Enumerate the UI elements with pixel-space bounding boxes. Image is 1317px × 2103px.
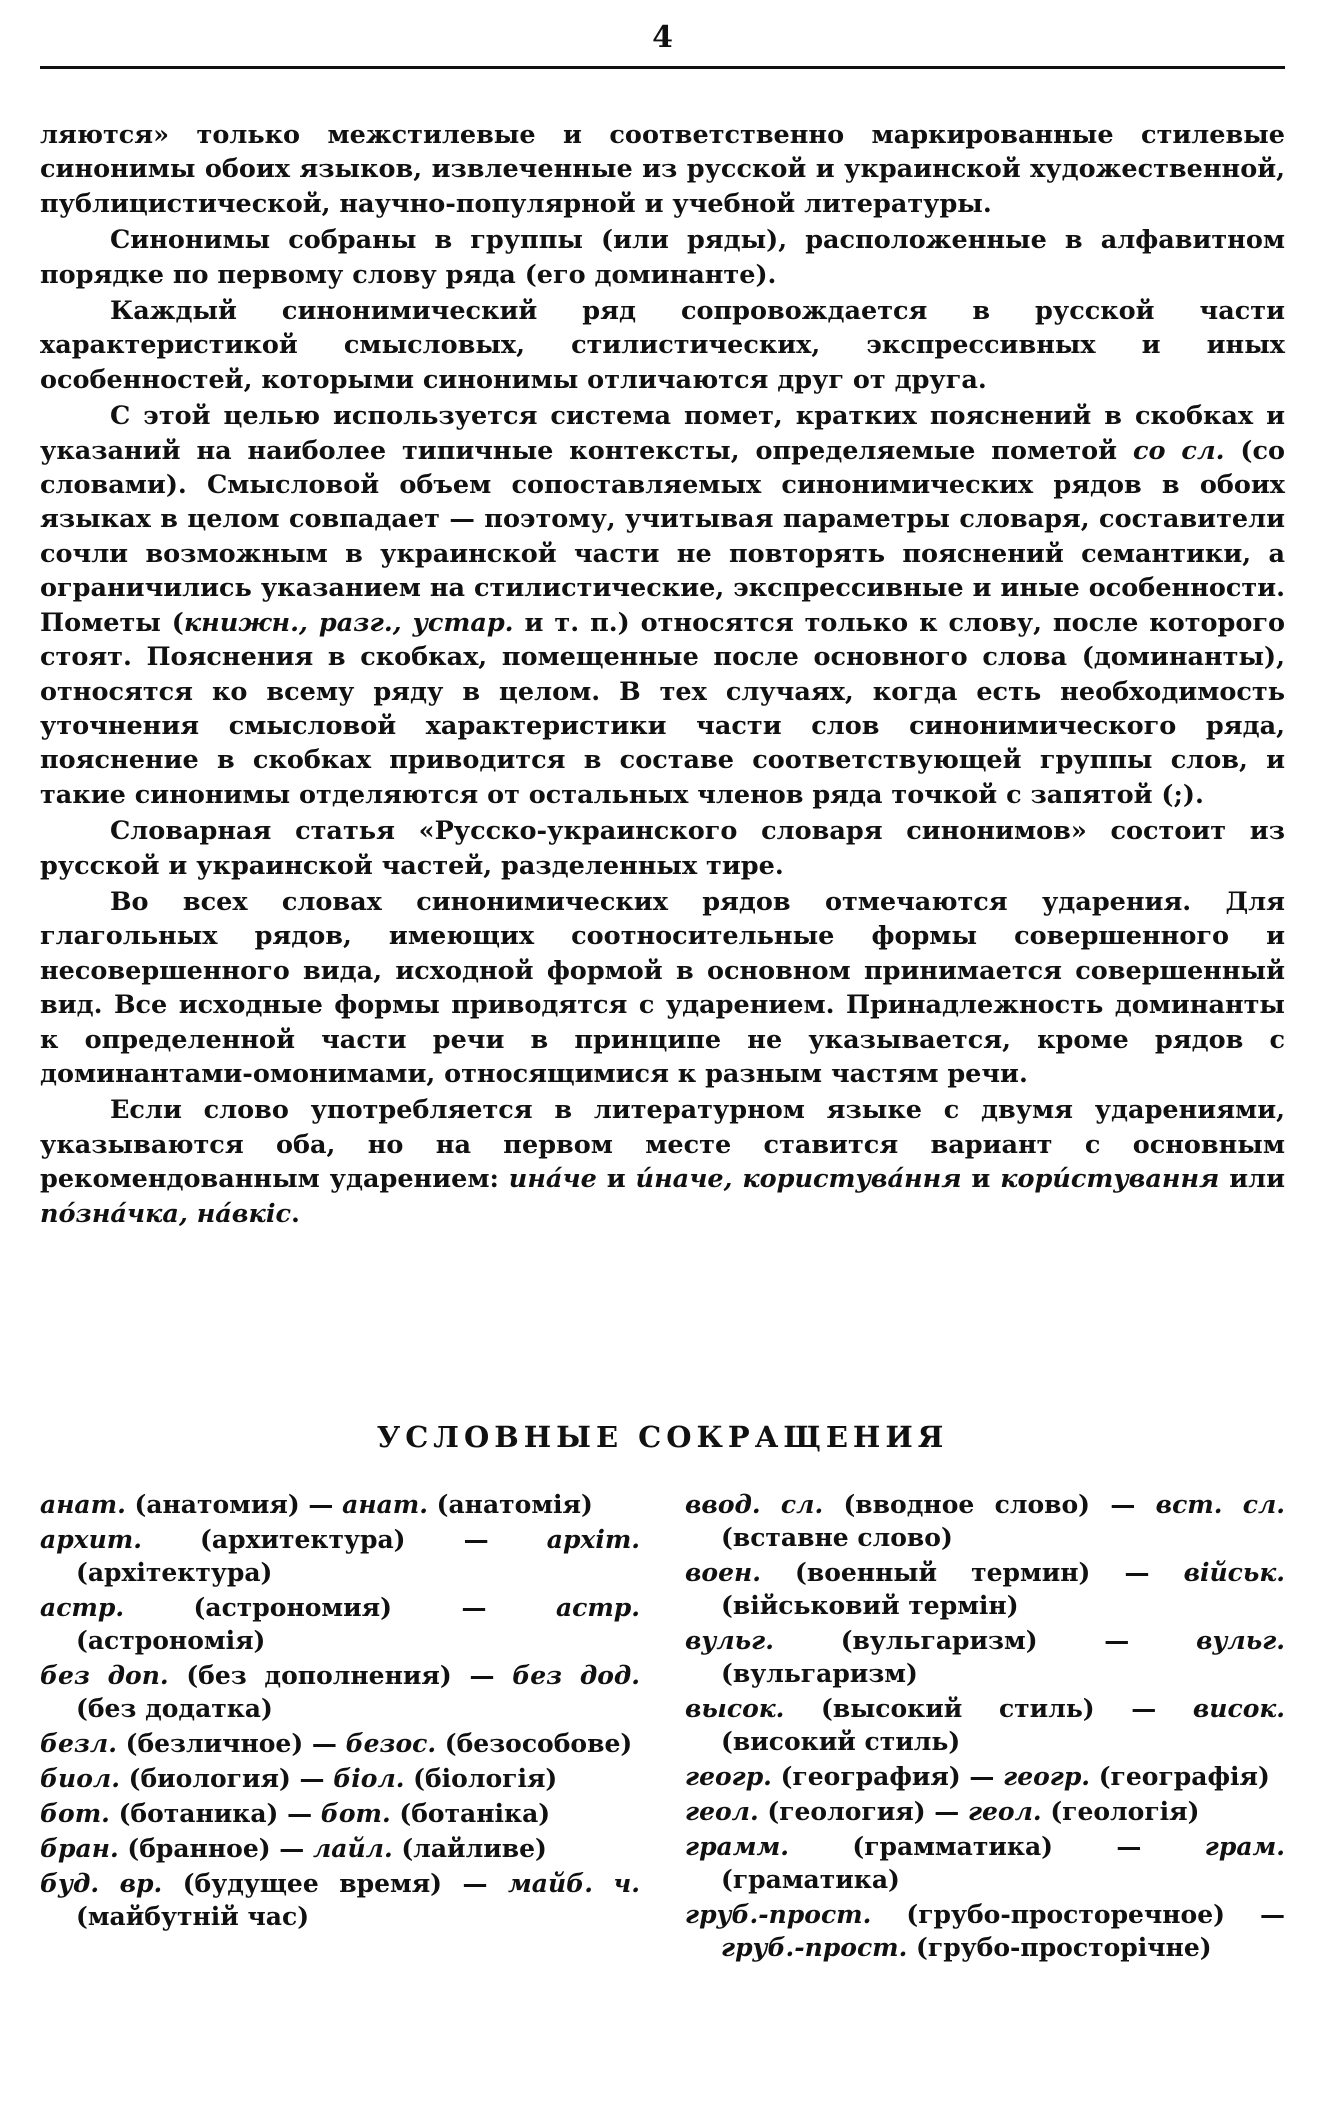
abbreviation: геол. <box>685 1797 759 1826</box>
text-run: (со словами). Смысловой объем сопоставляемых синонимических рядов в обоих языках в целом совпадает — поэтому, учитывая параметры словаря, составители сочли возможным в украинской части не повторять пояснений семантики, а ограничились указанием на стилистические, экспрессивные и иные особенности. Пометы ( <box>40 435 1286 638</box>
abbreviation: без доп. <box>40 1661 169 1690</box>
abbreviation-text: (геология) — <box>758 1797 968 1826</box>
abbreviation: вульг. <box>1196 1626 1285 1655</box>
abbreviation-text: (геологія) <box>1041 1797 1200 1826</box>
italic-term: ина́че <box>508 1164 597 1195</box>
abbreviation-entry <box>40 1762 640 1795</box>
paragraph <box>40 1093 1285 1231</box>
abbreviation: військ. <box>1183 1558 1285 1587</box>
abbreviation-text: (архітектура) <box>76 1558 273 1587</box>
abbreviations-column-right <box>685 1488 1285 1966</box>
header-rule <box>40 66 1285 69</box>
abbreviation-text: (без додатка) <box>76 1694 273 1723</box>
abbreviation: анат. <box>40 1490 126 1519</box>
abbreviation-text: (анатомия) — <box>125 1490 343 1519</box>
abbreviation-entry <box>685 1760 1285 1793</box>
text-run: . <box>291 1198 300 1229</box>
abbreviation-text: (география) — <box>771 1762 1004 1791</box>
abbreviation-text: (грубо-просторечное) — <box>871 1900 1285 1929</box>
abbreviation: архіт. <box>546 1525 640 1554</box>
abbreviation: лайл. <box>312 1834 393 1863</box>
abbreviation-entry <box>40 1488 640 1521</box>
abbreviation-entry <box>40 1523 640 1589</box>
abbreviation: воен. <box>685 1558 761 1587</box>
abbreviation: безл. <box>40 1729 117 1758</box>
page-number: 4 <box>652 20 673 55</box>
abbreviation-entry <box>685 1830 1285 1896</box>
text-run: и т. п.) относятся только к слову, после которого стоят. Пояснения в скобках, помещенные после основного слова (доминанты), относятся ко всему ряду в целом. В тех случаях, когда есть необходимость уточнения смысловой характеристики части слов синонимического ряда, пояснение в скобках приводится в составе соответствующей группы слов, и такие синонимы отделяются от остальных членов ряда точкой с запятой (;). <box>40 607 1285 810</box>
abbreviation: бран. <box>40 1834 119 1863</box>
abbreviation-text: (лайливе) <box>392 1834 547 1863</box>
italic-term: книжн., разг., устар. <box>183 607 514 638</box>
paragraph: ляются» только межстилевые и соответственно маркированные стилевые синонимы обоих языков, извлеченные из русской и украинской художественной, публицистической, научно-популярной и учебной литературы. <box>40 120 1285 219</box>
abbreviation-text: (вводное слово) — <box>823 1490 1156 1519</box>
abbreviation: ввод. сл. <box>685 1490 824 1519</box>
abbreviation: вст. сл. <box>1155 1490 1286 1519</box>
abbreviation-entry <box>685 1898 1285 1964</box>
abbreviation-entry <box>40 1727 640 1760</box>
italic-term: со сл. <box>1132 435 1225 466</box>
abbreviation-text: (вульгаризм) — <box>773 1626 1197 1655</box>
abbreviation-entry <box>40 1867 640 1933</box>
abbreviation-entry <box>685 1488 1285 1554</box>
text-run: или <box>1219 1164 1285 1195</box>
abbreviation: геол. <box>967 1797 1042 1826</box>
abbreviation: біол. <box>333 1764 405 1793</box>
abbreviation-text: (без дополнения) — <box>168 1661 513 1690</box>
abbreviation: висок. <box>1192 1694 1285 1723</box>
abbreviation: астр. <box>555 1593 640 1622</box>
abbreviation: геогр. <box>1003 1762 1091 1791</box>
abbreviation-text: (безличное) — <box>116 1729 346 1758</box>
dictionary-page <box>40 0 1285 2103</box>
text-run: и <box>596 1164 636 1195</box>
abbreviation: бот. <box>40 1799 110 1828</box>
text-run: С этой целью используется система помет, кратких пояснений в скобках и указаний на наиболее типичные контексты, определяемые пометой <box>40 401 1285 466</box>
intro-text <box>40 118 1285 1233</box>
abbreviation-text: (грамматика) — <box>788 1832 1205 1861</box>
abbreviation: астр. <box>40 1593 125 1622</box>
abbreviation-text: (майбутній час) <box>76 1902 310 1931</box>
abbreviation: грам. <box>1204 1832 1285 1861</box>
abbreviation: вульг. <box>685 1626 774 1655</box>
abbreviation: безос. <box>345 1729 437 1758</box>
abbreviation-entry <box>40 1659 640 1725</box>
abbreviations-list <box>40 1488 1285 1966</box>
section-title: УСЛОВНЫЕ СОКРАЩЕНИЯ <box>376 1420 949 1454</box>
abbreviation-entry <box>685 1556 1285 1622</box>
abbreviation-entry <box>40 1591 640 1657</box>
abbreviation-text: (архитектура) — <box>141 1525 547 1554</box>
abbreviation-text: (вульгаризм) <box>721 1659 918 1688</box>
abbreviation: геогр. <box>685 1762 772 1791</box>
abbreviation-text: (ботаника) — <box>109 1799 321 1828</box>
abbreviation-entry <box>685 1624 1285 1690</box>
abbreviation-text: (ботаніка) <box>390 1799 551 1828</box>
paragraph: Во всех словах синонимических рядов отмечаются ударения. Для глагольных рядов, имеющих соотносительные формы совершенного и несовершенного вида, исходной формой в основном принимается совершенный вид. Все исходные формы приводятся с ударением. Принадлежность доминанты к определенной части речи в принципе не указывается, кроме рядов с доминантами-омонимами, относящимися к разным частям речи. <box>40 886 1285 1089</box>
abbreviation-text: (безособове) <box>436 1729 633 1758</box>
abbreviation: груб.-прост. <box>685 1900 872 1929</box>
abbreviation: буд. вр. <box>40 1869 163 1898</box>
paragraph: Каждый синонимический ряд сопровождается в русской части характеристикой смысловых, стилистических, экспрессивных и иных особенностей, которыми синонимы отличаются друг от друга. <box>40 296 1285 395</box>
abbreviation: грамм. <box>685 1832 789 1861</box>
abbreviation-text: (бранное) — <box>118 1834 313 1863</box>
abbreviation: без дод. <box>512 1661 640 1690</box>
abbreviation: майб. ч. <box>508 1869 640 1898</box>
abbreviation: бот. <box>320 1799 391 1828</box>
abbreviation-text: (військовий термін) <box>721 1591 1019 1620</box>
text-run: и <box>961 1164 1001 1195</box>
abbreviation: груб.-прост. <box>721 1933 908 1962</box>
abbreviation-text: (грубо-просторічне) <box>907 1933 1212 1962</box>
paragraph <box>40 399 1285 812</box>
abbreviation: высок. <box>685 1694 785 1723</box>
abbreviation-text: (граматика) <box>721 1865 900 1894</box>
abbreviation-text: (біологія) <box>404 1764 558 1793</box>
abbreviation-text: (астрономия) — <box>124 1593 556 1622</box>
abbreviation-text: (географія) <box>1090 1762 1270 1791</box>
abbreviation: биол. <box>40 1764 120 1793</box>
paragraph: Словарная статья «Русско-украинского словаря синонимов» состоит из русской и украинской частей, разделенных тире. <box>40 816 1285 881</box>
abbreviation-text: (биология) — <box>119 1764 334 1793</box>
abbreviation-text: (астрономія) <box>76 1626 266 1655</box>
abbreviation-entry <box>40 1797 640 1830</box>
abbreviation-text: (вставне слово) <box>721 1523 953 1552</box>
abbreviation-entry <box>685 1795 1285 1828</box>
abbreviation-entry <box>685 1692 1285 1758</box>
abbreviation-text: (високий стиль) <box>721 1727 961 1756</box>
abbreviation-text: (анатомія) <box>427 1490 593 1519</box>
italic-term: по́зна́чка, на́вкіс <box>40 1198 292 1229</box>
paragraph: Синонимы собраны в группы (или ряды), расположенные в алфавитном порядке по первому слову ряда (его доминанте). <box>40 225 1285 290</box>
abbreviation-text: (высокий стиль) — <box>784 1694 1193 1723</box>
italic-term: и́наче, користува́ння <box>635 1164 962 1195</box>
abbreviations-column-left <box>40 1488 640 1966</box>
abbreviation-text: (военный термин) — <box>760 1558 1184 1587</box>
abbreviation-entry <box>40 1832 640 1865</box>
italic-term: кори́стування <box>1000 1164 1220 1195</box>
abbreviation: архит. <box>40 1525 142 1554</box>
abbreviation-text: (будущее время) — <box>162 1869 509 1898</box>
text-run: Если слово употребляется в литературном языке с двумя ударениями, указываются оба, но на первом месте ставится вариант с основным рекомендованным ударением: <box>40 1095 1285 1195</box>
abbreviation: анат. <box>342 1490 428 1519</box>
